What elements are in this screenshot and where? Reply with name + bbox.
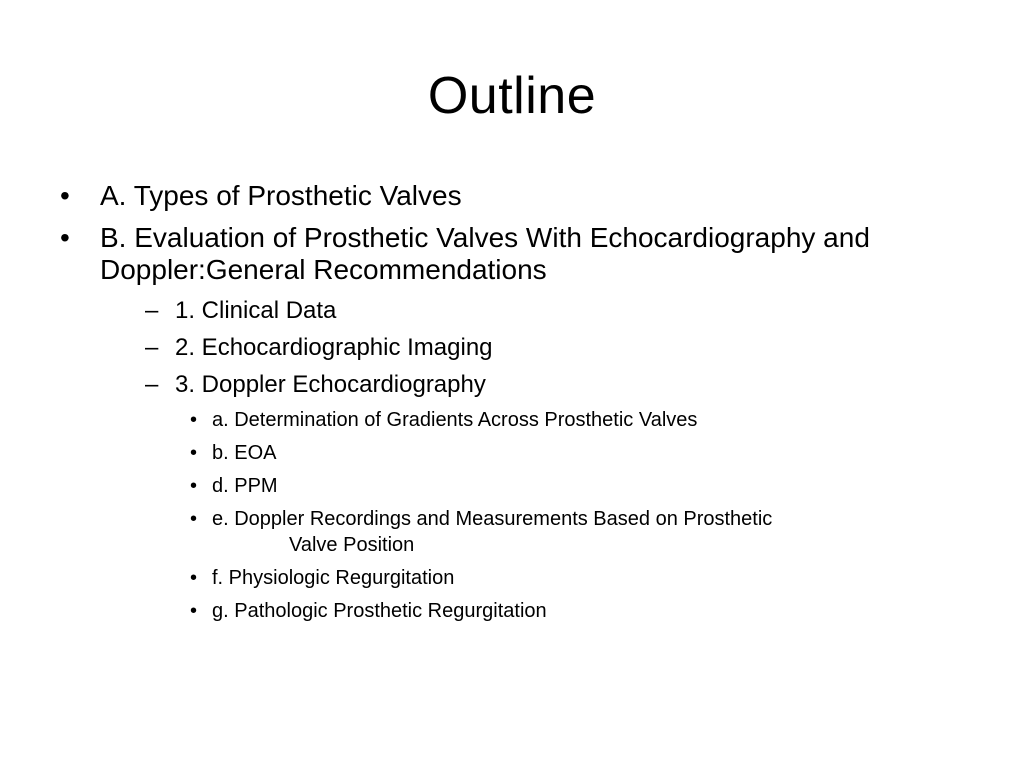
bullet-icon: • — [190, 475, 198, 497]
bullet-icon: • — [60, 180, 70, 211]
bullet-item — [60, 180, 960, 212]
sub-sub-bullet-text: g. Pathologic Prosthetic Regurgitation — [212, 600, 547, 622]
slide-content — [60, 180, 960, 631]
bullet-text: A. Types of Prosthetic Valves — [100, 180, 462, 211]
bullet-item — [60, 222, 960, 286]
bullet-text: B. Evaluation of Prosthetic Valves With Echocardiography and Doppler:General Recommendations — [100, 222, 870, 285]
sub-bullet-item — [145, 370, 960, 400]
sub-sub-bullet-text: f. Physiologic Regurgitation — [212, 567, 455, 589]
sub-sub-bullet-text: b. EOA — [212, 442, 277, 464]
sub-sub-bullet-text: d. PPM — [212, 475, 278, 497]
sub-bullet-text: 1. Clinical Data — [175, 297, 337, 324]
sub-sub-bullet-item — [190, 598, 932, 624]
sub-bullet-item — [145, 333, 960, 363]
slide-title: Outline — [427, 67, 597, 125]
sub-sub-bullet-item — [190, 440, 932, 466]
bullet-icon: • — [60, 222, 70, 253]
bullet-icon: • — [190, 567, 198, 589]
sub-sub-bullet-item — [190, 565, 932, 591]
dash-icon: – — [145, 334, 159, 361]
sub-bullet-text: 3. Doppler Echocardiography — [175, 371, 486, 398]
sub-sub-bullet-text: e. Doppler Recordings and Measurements Based on Prosthetic — [212, 508, 773, 530]
sub-sub-bullet-text: a. Determination of Gradients Across Prosthetic Valves — [212, 409, 698, 431]
sub-sub-bullet-item — [190, 473, 932, 499]
sub-sub-bullet-item — [190, 407, 932, 433]
bullet-icon: • — [190, 508, 198, 530]
sub-bullet-text: 2. Echocardiographic Imaging — [175, 334, 493, 361]
sub-sub-bullet-continuation: Valve Position — [289, 534, 415, 556]
bullet-icon: • — [190, 442, 198, 464]
bullet-icon: • — [190, 600, 198, 622]
dash-icon: – — [145, 297, 159, 324]
sub-bullet-item — [145, 296, 960, 326]
dash-icon: – — [145, 371, 159, 398]
bullet-icon: • — [190, 409, 198, 431]
sub-sub-bullet-item — [190, 506, 932, 558]
